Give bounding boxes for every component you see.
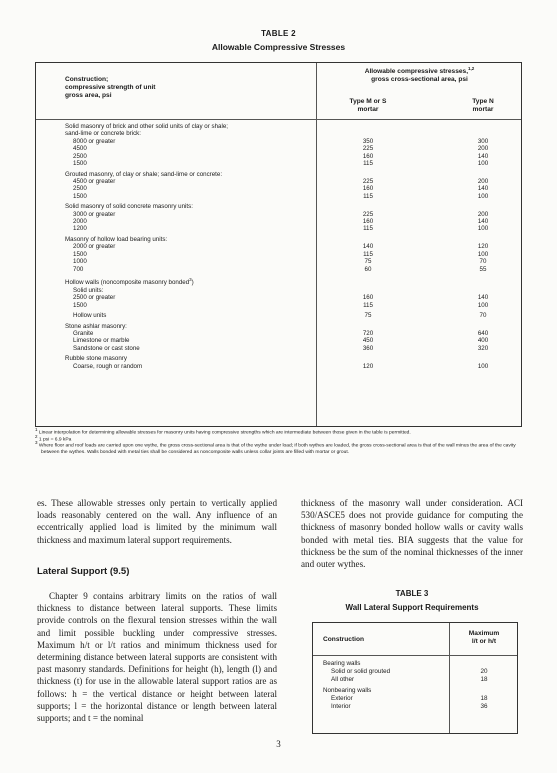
table-row (36, 225, 521, 232)
row-label: 8000 or greater (73, 137, 116, 145)
table3 (312, 622, 518, 734)
table-row (36, 363, 521, 370)
table2-header-divider (36, 119, 521, 120)
footnote-ref: 3 (189, 277, 192, 283)
row-label: 2000 (73, 218, 87, 226)
footnote-number: 3 (35, 440, 38, 446)
value-type-m: 60 (364, 265, 372, 273)
table-row (313, 695, 517, 703)
row-label: 2500 (73, 185, 87, 193)
header-line: mortar (472, 106, 494, 113)
row-label: Limestone or marble (73, 337, 130, 345)
value-type-m: 115 (363, 159, 373, 167)
value-type-n: 100 (477, 225, 489, 233)
row-label: Grouted masonry, of clay or shale; sand-lime or concrete: (65, 170, 223, 178)
row-label: Stone ashlar masonry: (65, 322, 127, 330)
table-row (313, 687, 517, 695)
row-label: 1500 (73, 159, 87, 167)
footnote-number: 2 (35, 433, 38, 439)
table-row (36, 287, 521, 294)
table-row (313, 703, 517, 711)
value-type-m: 160 (362, 185, 374, 193)
value-type-n: 300 (477, 137, 489, 145)
value-type-m: 115 (363, 250, 373, 258)
table-row (36, 279, 521, 286)
table2-header-type-n (448, 98, 518, 114)
header-text: Allowable compressive stresses, (364, 68, 469, 75)
footnote-number: 1 (35, 427, 38, 432)
header-line: Type M or S (349, 98, 387, 105)
row-label: Sandstone or cast stone (73, 344, 140, 352)
value-type-n: 100 (477, 192, 489, 200)
value-type-m: 225 (362, 145, 374, 153)
table2-header-type-m (328, 98, 408, 114)
left-column-body (37, 590, 277, 724)
row-label: Solid units: (73, 286, 104, 294)
table-row (313, 668, 517, 676)
value-type-n: 140 (477, 218, 489, 226)
value-type-m: 120 (362, 362, 374, 370)
value-type-m: 115 (363, 225, 373, 233)
table-row (36, 330, 521, 337)
row-label: Rubble stone masonry (65, 355, 127, 363)
table3-body (313, 660, 517, 711)
table3-number: TABLE 3 (395, 589, 429, 598)
header-line: compressive strength of unit (65, 84, 156, 91)
value-type-n: 320 (477, 344, 489, 352)
section-heading: Lateral Support (9.5) (37, 566, 130, 577)
table3-title: Wall Lateral Support Requirements (345, 603, 479, 612)
table-row (36, 258, 521, 265)
row-label: 1500 (73, 250, 87, 258)
table-row (36, 337, 521, 344)
row-label: Granite (73, 330, 94, 338)
row-label: 1000 (73, 258, 87, 266)
value-type-m: 115 (363, 301, 373, 309)
value-type-m: 350 (362, 137, 374, 145)
table-row (36, 266, 521, 273)
value-type-n: 70 (479, 312, 487, 320)
table2-title: Allowable Compressive Stresses (211, 42, 346, 52)
table2-header-construction (65, 76, 156, 100)
table-row (36, 218, 521, 225)
table3-header-maximum (449, 630, 519, 646)
table-row (36, 153, 521, 160)
value-type-m: 160 (362, 152, 374, 160)
row-label: Interior (331, 703, 351, 711)
row-label: Solid or solid grouted (331, 668, 391, 675)
table-row (36, 130, 521, 137)
paragraph: es. These allowable stresses only pertain to vertically applied loads reasonably centered on the wall. Any influence of an eccentrically applied load is limited by the minimum wall thickness and maximum lateral support requirements. (37, 498, 277, 545)
table2 (35, 62, 522, 427)
header-line: gross cross-sectional area, psi (371, 76, 468, 83)
value-type-n: 400 (477, 337, 489, 345)
row-label: 2500 (73, 152, 87, 160)
row-label: All other (331, 676, 355, 683)
table-row (36, 355, 521, 362)
value-type-m: 450 (362, 337, 374, 345)
row-label: Coarse, rough or random (73, 362, 143, 370)
value-max-ratio: 18 (480, 695, 488, 703)
value-type-n: 100 (477, 362, 489, 370)
table-row (36, 251, 521, 258)
paragraph: Chapter 9 contains arbitrary limits on the ratios of wall thickness to distance between lateral supports. These limits provide controls on the flexural tension stresses within the wall and limit possible buckling under compressive stresses. Maximum h/t or l/t ratios and minimum thickness used for determining distance between lateral supports are consistent with past masonry standards. Definitions for height (h), length (l) and thickness (t) for use in the allowable lateral support ratios are as follows: h = the vertical distance or height between lateral supports; l = the horizontal distance or length between lateral supports; and t = the nominal (37, 591, 277, 724)
table-row (36, 193, 521, 200)
footnote-text: Linear interpolation for determining allowable stresses for masonry units having compressive strengths which are intermediate between those given in the table is permitted. (38, 430, 411, 436)
table2-body (36, 123, 521, 370)
value-type-n: 200 (477, 177, 489, 185)
row-label: 1500 (73, 301, 87, 309)
value-max-ratio: 18 (480, 676, 488, 683)
row-label: Nonbearing walls (323, 687, 372, 695)
value-type-m: 160 (362, 294, 374, 302)
value-type-n: 100 (477, 250, 489, 258)
paragraph: thickness of the masonry wall under consideration. ACI 530/ASCE5 does not provide guidance for computing the thickness of masonry bonded hollow walls or cavity walls bonded with metal ties. BIA suggests that the value for thickness be the sum of the nominal thicknesses of the inner and outer wythes. (301, 498, 523, 570)
value-type-m: 360 (362, 344, 374, 352)
row-label: 2000 or greater (73, 243, 116, 251)
value-type-n: 140 (477, 294, 489, 302)
table-row (36, 312, 521, 319)
table-row (36, 294, 521, 301)
value-type-n: 140 (477, 185, 489, 193)
header-line: mortar (357, 106, 379, 113)
table-row (36, 323, 521, 330)
table-row (36, 178, 521, 185)
row-label: Bearing walls (323, 660, 361, 667)
row-label: Solid masonry of brick and other solid units of clay or shale; (65, 123, 229, 130)
value-type-m: 75 (364, 312, 372, 320)
header-line: Construction; (65, 76, 109, 83)
table3-header-divider (313, 655, 517, 656)
value-type-m: 225 (362, 177, 374, 185)
table-row (313, 660, 517, 668)
value-type-m: 140 (362, 243, 374, 251)
row-label: 4500 (73, 145, 87, 153)
value-type-n: 55 (479, 265, 487, 273)
table-row (36, 243, 521, 250)
header-line: Type N (472, 98, 494, 105)
value-type-n: 100 (477, 159, 489, 167)
table-row (36, 123, 521, 130)
page-number: 3 (276, 739, 281, 749)
value-type-m: 75 (364, 258, 372, 266)
table2-number: TABLE 2 (261, 29, 296, 38)
left-column-intro (37, 497, 277, 546)
row-label: Hollow units (73, 312, 107, 320)
table-row (36, 171, 521, 178)
row-label: Exterior (331, 695, 353, 703)
table-row (36, 236, 521, 243)
header-line: l/t or h/t (471, 638, 497, 645)
row-label: 700 (73, 265, 84, 273)
table-row (36, 211, 521, 218)
table-row (36, 345, 521, 352)
table-row (36, 185, 521, 192)
footnote-text: 1 psi = 6.9 kPa (38, 437, 72, 443)
row-label: sand-lime or concrete brick: (65, 130, 141, 138)
value-type-m: 720 (362, 330, 374, 338)
value-type-m: 115 (363, 192, 373, 200)
table2-footnotes (35, 427, 527, 456)
header-line: gross area, psi (65, 92, 112, 99)
row-label: 4500 or greater (73, 177, 116, 185)
table-row (36, 160, 521, 167)
row-label: Solid masonry of solid concrete masonry units: (65, 203, 193, 211)
row-label: 1200 (73, 225, 87, 233)
row-label: 3000 or greater (73, 210, 116, 218)
value-type-m: 225 (362, 210, 374, 218)
value-type-n: 640 (477, 330, 489, 338)
row-label: Masonry of hollow load bearing units: (65, 236, 168, 244)
row-label: 1500 (73, 192, 87, 200)
table-row (36, 145, 521, 152)
footnote-text: Where floor and roof loads are carried upon one wythe, the gross cross-sectional area is that of the wythe under load; if both wythes are loaded, the gross cross-sectional area is that of the wall minus the area of the cavity between the wythes. Walls bonded with metal ties shall be considered as noncomposite walls unless collar joints are filled with mortar or grout. (38, 443, 516, 455)
table-row (36, 138, 521, 145)
row-label: Hollow walls (noncomposite masonry bonded$^3$) (65, 277, 194, 287)
table3-header-construction: Construction (323, 636, 365, 643)
header-line: Maximum (468, 630, 500, 637)
value-type-m: 160 (362, 218, 374, 226)
footnote-ref: 1,2 (468, 65, 475, 71)
footnote (35, 427, 527, 437)
value-type-n: 200 (477, 210, 489, 218)
table-row (36, 203, 521, 210)
value-type-n: 100 (477, 301, 489, 309)
value-type-n: 140 (477, 152, 489, 160)
value-type-n: 120 (477, 243, 489, 251)
table-row (313, 676, 517, 684)
table2-header-allowable (316, 65, 523, 84)
table-row (36, 302, 521, 309)
value-type-n: 200 (477, 145, 489, 153)
value-type-n: 70 (479, 258, 487, 266)
right-column-body (301, 497, 523, 570)
value-max-ratio: 20 (480, 668, 488, 675)
row-label: 2500 or greater (73, 294, 116, 302)
header-line (316, 65, 523, 76)
value-max-ratio: 36 (480, 703, 488, 711)
